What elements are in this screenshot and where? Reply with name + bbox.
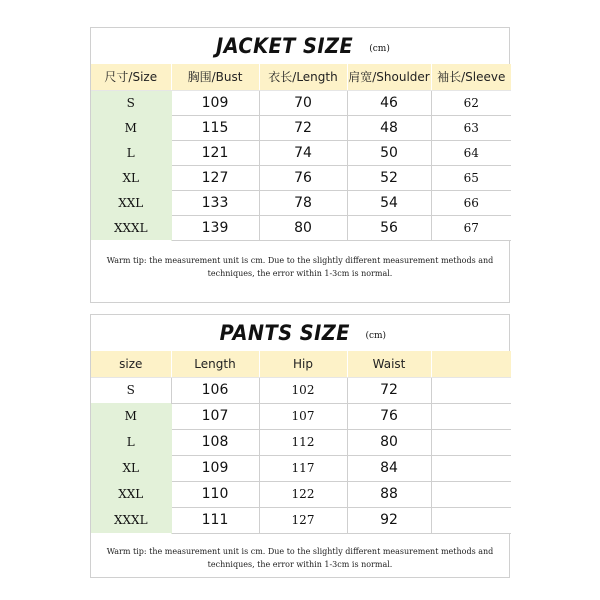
bust-cell: 109 bbox=[171, 90, 259, 115]
table-row bbox=[91, 377, 511, 403]
length-cell: 111 bbox=[171, 507, 259, 533]
jacket-header-length: 衣长/Length bbox=[259, 64, 347, 90]
hip-cell: 127 bbox=[259, 507, 347, 533]
sleeve-cell: 63 bbox=[431, 115, 511, 140]
jacket-header-sleeve: 袖长/Sleeve bbox=[431, 64, 511, 90]
length-cell: 78 bbox=[259, 190, 347, 215]
shoulder-cell: 52 bbox=[347, 165, 431, 190]
table-row bbox=[91, 190, 511, 215]
pants-header-hip: Hip bbox=[259, 351, 347, 377]
table-row bbox=[91, 90, 511, 115]
shoulder-cell: 48 bbox=[347, 115, 431, 140]
jacket-title-row bbox=[91, 28, 509, 64]
jacket-warm-tip-line2: techniques, the error within 1-3cm is normal. bbox=[207, 269, 393, 278]
table-row bbox=[91, 455, 511, 481]
size-cell: XXXL bbox=[91, 215, 171, 240]
pants-size-card bbox=[90, 314, 510, 578]
pants-warm-tip-line2: techniques, the error within 1-3cm is normal. bbox=[207, 560, 393, 569]
length-cell: 107 bbox=[171, 403, 259, 429]
length-cell: 110 bbox=[171, 481, 259, 507]
sleeve-cell: 65 bbox=[431, 165, 511, 190]
sleeve-cell: 62 bbox=[431, 90, 511, 115]
jacket-title: JACKET SIZE bbox=[216, 34, 354, 58]
jacket-size-card bbox=[90, 27, 510, 303]
table-row bbox=[91, 507, 511, 533]
jacket-warm-tip bbox=[91, 254, 509, 280]
pants-header-length: Length bbox=[171, 351, 259, 377]
empty-cell bbox=[431, 377, 511, 403]
pants-header-size: size bbox=[91, 351, 171, 377]
bust-cell: 133 bbox=[171, 190, 259, 215]
empty-cell bbox=[431, 481, 511, 507]
pants-warm-tip-line1: Warm tip: the measurement unit is cm. Due to the slightly different measurement methods and bbox=[106, 547, 494, 556]
pants-size-table bbox=[91, 351, 511, 534]
size-cell: L bbox=[91, 140, 171, 165]
jacket-header-bust: 胸围/Bust bbox=[171, 64, 259, 90]
bust-cell: 115 bbox=[171, 115, 259, 140]
sleeve-cell: 64 bbox=[431, 140, 511, 165]
length-cell: 74 bbox=[259, 140, 347, 165]
jacket-header-shoulder: 肩宽/Shoulder bbox=[347, 64, 431, 90]
size-cell: XXL bbox=[91, 190, 171, 215]
size-cell: L bbox=[91, 429, 171, 455]
bust-cell: 139 bbox=[171, 215, 259, 240]
length-cell: 76 bbox=[259, 165, 347, 190]
bust-cell: 127 bbox=[171, 165, 259, 190]
pants-title: PANTS SIZE bbox=[219, 321, 350, 345]
table-row bbox=[91, 165, 511, 190]
empty-cell bbox=[431, 507, 511, 533]
empty-cell bbox=[431, 455, 511, 481]
waist-cell: 84 bbox=[347, 455, 431, 481]
hip-cell: 107 bbox=[259, 403, 347, 429]
sleeve-cell: 66 bbox=[431, 190, 511, 215]
jacket-warm-tip-line1: Warm tip: the measurement unit is cm. Due to the slightly different measurement methods and bbox=[106, 256, 494, 265]
size-cell: XL bbox=[91, 455, 171, 481]
jacket-unit: (cm) bbox=[369, 44, 390, 54]
pants-header-row bbox=[91, 351, 511, 377]
shoulder-cell: 56 bbox=[347, 215, 431, 240]
pants-header-empty bbox=[431, 351, 511, 377]
length-cell: 80 bbox=[259, 215, 347, 240]
bust-cell: 121 bbox=[171, 140, 259, 165]
size-cell: XXXL bbox=[91, 507, 171, 533]
waist-cell: 88 bbox=[347, 481, 431, 507]
length-cell: 106 bbox=[171, 377, 259, 403]
table-row bbox=[91, 215, 511, 240]
size-cell: S bbox=[91, 377, 171, 403]
waist-cell: 72 bbox=[347, 377, 431, 403]
jacket-size-table bbox=[91, 64, 511, 241]
waist-cell: 76 bbox=[347, 403, 431, 429]
length-cell: 108 bbox=[171, 429, 259, 455]
length-cell: 72 bbox=[259, 115, 347, 140]
jacket-header-size: 尺寸/Size bbox=[91, 64, 171, 90]
shoulder-cell: 54 bbox=[347, 190, 431, 215]
pants-warm-tip bbox=[91, 545, 509, 571]
pants-header-waist: Waist bbox=[347, 351, 431, 377]
hip-cell: 112 bbox=[259, 429, 347, 455]
size-cell: XL bbox=[91, 165, 171, 190]
shoulder-cell: 46 bbox=[347, 90, 431, 115]
shoulder-cell: 50 bbox=[347, 140, 431, 165]
hip-cell: 102 bbox=[259, 377, 347, 403]
hip-cell: 117 bbox=[259, 455, 347, 481]
pants-unit: (cm) bbox=[365, 331, 387, 341]
waist-cell: 80 bbox=[347, 429, 431, 455]
size-cell: M bbox=[91, 403, 171, 429]
jacket-header-row bbox=[91, 64, 511, 90]
table-row bbox=[91, 140, 511, 165]
table-row bbox=[91, 429, 511, 455]
empty-cell bbox=[431, 403, 511, 429]
size-cell: XXL bbox=[91, 481, 171, 507]
table-row bbox=[91, 115, 511, 140]
waist-cell: 92 bbox=[347, 507, 431, 533]
table-row bbox=[91, 481, 511, 507]
sleeve-cell: 67 bbox=[431, 215, 511, 240]
pants-title-row bbox=[91, 315, 509, 351]
size-cell: S bbox=[91, 90, 171, 115]
length-cell: 70 bbox=[259, 90, 347, 115]
hip-cell: 122 bbox=[259, 481, 347, 507]
table-row bbox=[91, 403, 511, 429]
size-cell: M bbox=[91, 115, 171, 140]
empty-cell bbox=[431, 429, 511, 455]
length-cell: 109 bbox=[171, 455, 259, 481]
